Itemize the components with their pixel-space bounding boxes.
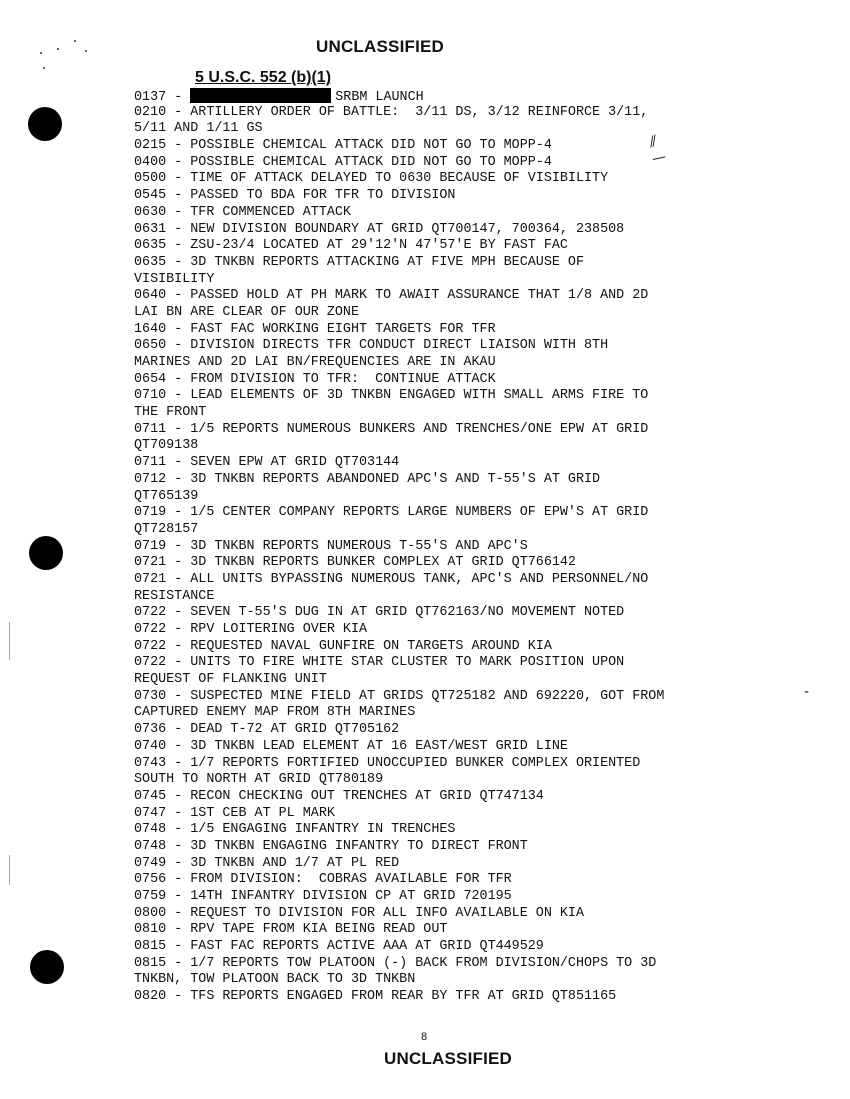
checkmark-icon: — (650, 148, 668, 168)
log-entry-line (134, 272, 824, 289)
log-entry-text: 0654 - FROM DIVISION TO TFR: CONTINUE ATTACK (134, 371, 496, 387)
log-entry-text: 0815 - 1/7 REPORTS TOW PLATOON (-) BACK FROM DIVISION/CHOPS TO 3D (134, 955, 657, 971)
log-entry-line (134, 539, 824, 556)
log-entry-line (134, 806, 824, 823)
log-entry-line (134, 689, 824, 706)
log-entry-line (134, 105, 824, 122)
log-entry-line (134, 972, 824, 989)
log-entry-text: 0711 - SEVEN EPW AT GRID QT703144 (134, 455, 400, 471)
log-entry-line (134, 756, 824, 773)
log-entry-line (134, 705, 824, 722)
log-entry-line (134, 472, 824, 489)
page-number: 8 (421, 1031, 428, 1043)
log-entry-line (134, 939, 824, 956)
log-entry-line (134, 388, 824, 405)
log-entry-line (134, 589, 824, 606)
log-entry-text: 0722 - UNITS TO FIRE WHITE STAR CLUSTER TO MARK POSITION UPON (134, 655, 625, 671)
log-entry-text: 0635 - ZSU-23/4 LOCATED AT 29'12'N 47'57'E BY FAST FAC (134, 238, 568, 254)
log-entry-text: 0730 - SUSPECTED MINE FIELD AT GRIDS QT725182 AND 692220, GOT FROM (134, 688, 665, 704)
log-entry-text: 0740 - 3D TNKBN LEAD ELEMENT AT 16 EAST/WEST GRID LINE (134, 738, 568, 754)
log-entry-text: 0137 - (134, 90, 191, 105)
log-entry-text: 0810 - RPV TAPE FROM KIA BEING READ OUT (134, 922, 448, 938)
log-entry-text: 0820 - TFS REPORTS ENGAGED FROM REAR BY TFR AT GRID QT851165 (134, 989, 617, 1005)
log-entry-text: 0712 - 3D TNKBN REPORTS ABANDONED APC'S AND T-55'S AT GRID (134, 471, 601, 487)
log-entry-line (134, 438, 824, 455)
log-entry-text: 0500 - TIME OF ATTACK DELAYED TO 0630 BECAUSE OF VISIBILITY (134, 171, 609, 187)
log-entry-text: CAPTURED ENEMY MAP FROM 8TH MARINES (134, 705, 416, 721)
log-entry-line (134, 288, 824, 305)
log-entry-line (134, 856, 824, 873)
log-entry-line (134, 655, 824, 672)
log-entry-line (134, 88, 824, 105)
log-entry-line (134, 171, 824, 188)
log-entry-text: 0749 - 3D TNKBN AND 1/7 AT PL RED (134, 855, 400, 871)
log-entry-text: 0650 - DIVISION DIRECTS TFR CONDUCT DIRECT LIAISON WITH 8TH (134, 338, 609, 354)
log-entry-line (134, 605, 824, 622)
punch-hole (29, 536, 63, 570)
log-entry-text: 0721 - ALL UNITS BYPASSING NUMEROUS TANK, APC'S AND PERSONNEL/NO (134, 571, 649, 587)
log-entry-text-after-redaction: SRBM LAUNCH (335, 90, 424, 105)
log-entry-line (134, 622, 824, 639)
log-entry-line (134, 572, 824, 589)
log-entry-text: 0722 - RPV LOITERING OVER KIA (134, 622, 368, 637)
log-entry-text: 0815 - FAST FAC REPORTS ACTIVE AAA AT GRID QT449529 (134, 939, 544, 955)
log-entry-line (134, 222, 824, 239)
log-entry-text: 0756 - FROM DIVISION: COBRAS AVAILABLE FOR TFR (134, 872, 512, 888)
log-entry-text: 0743 - 1/7 REPORTS FORTIFIED UNOCCUPIED BUNKER COMPLEX ORIENTED (134, 755, 641, 771)
log-entry-line (134, 372, 824, 389)
log-entry-text: 0747 - 1ST CEB AT PL MARK (134, 805, 335, 821)
log-entry-text: 0759 - 14TH INFANTRY DIVISION CP AT GRID 720195 (134, 889, 512, 904)
log-entry-text: 0400 - POSSIBLE CHEMICAL ATTACK DID NOT GO TO MOPP-4 (134, 154, 552, 170)
log-entry-line (134, 772, 824, 789)
log-entry-line (134, 422, 824, 439)
log-entry-text: 0722 - SEVEN T-55'S DUG IN AT GRID QT762163/NO MOVEMENT NOTED (134, 605, 625, 621)
log-entry-text: 0545 - PASSED TO BDA FOR TFR TO DIVISION (134, 188, 456, 204)
log-entry-line (134, 822, 824, 839)
log-entry-text: THE FRONT (134, 405, 207, 421)
log-entry-text: 0719 - 3D TNKBN REPORTS NUMEROUS T-55'S AND APC'S (134, 538, 528, 554)
scan-speck (40, 52, 42, 54)
log-entry-text: 0635 - 3D TNKBN REPORTS ATTACKING AT FIVE MPH BECAUSE OF (134, 254, 584, 270)
log-entry-line (134, 789, 824, 806)
log-entry-text: 0215 - POSSIBLE CHEMICAL ATTACK DID NOT GO TO MOPP-4 (134, 138, 552, 154)
log-entry-line (134, 739, 824, 756)
log-entry-line (134, 872, 824, 889)
log-entry-text: 0640 - PASSED HOLD AT PH MARK TO AWAIT ASSURANCE THAT 1/8 AND 2D (134, 288, 649, 304)
log-entry-text: 0710 - LEAD ELEMENTS OF 3D TNKBN ENGAGED WITH SMALL ARMS FIRE TO (134, 388, 649, 404)
log-entry-line (134, 322, 824, 339)
scan-speck (43, 67, 45, 69)
log-entry-line (134, 155, 824, 172)
log-entry-line (134, 121, 824, 138)
log-entry-text: VISIBILITY (134, 271, 215, 287)
event-log (134, 88, 824, 1006)
pen-mark-icon: - (804, 684, 810, 700)
classification-header: UNCLASSIFIED (316, 37, 445, 56)
log-entry-text: SOUTH TO NORTH AT GRID QT780189 (134, 772, 384, 788)
scan-edge-mark (9, 622, 10, 660)
log-entry-line (134, 956, 824, 973)
log-entry-text: RESISTANCE (134, 588, 215, 604)
log-entry-text: TNKBN, TOW PLATOON BACK TO 3D TNKBN (134, 972, 416, 988)
classification-footer: UNCLASSIFIED (384, 1049, 513, 1068)
log-entry-text: 0722 - REQUESTED NAVAL GUNFIRE ON TARGETS AROUND KIA (134, 638, 552, 654)
foia-exemption-stamp: 5 U.S.C. 552 (b)(1) (195, 69, 332, 86)
log-entry-line (134, 238, 824, 255)
log-entry-line (134, 839, 824, 856)
log-entry-text: 0631 - NEW DIVISION BOUNDARY AT GRID QT700147, 700364, 238508 (134, 221, 625, 237)
log-entry-text: 5/11 AND 1/11 GS (134, 121, 263, 137)
log-entry-text: 0748 - 1/5 ENGAGING INFANTRY IN TRENCHES (134, 822, 456, 838)
log-entry-line (134, 455, 824, 472)
log-entry-line (134, 922, 824, 939)
log-entry-line (134, 555, 824, 572)
log-entry-line (134, 405, 824, 422)
log-entry-line (134, 188, 824, 205)
log-entry-line (134, 355, 824, 372)
log-entry-text: 0800 - REQUEST TO DIVISION FOR ALL INFO AVAILABLE ON KIA (134, 905, 584, 921)
log-entry-text: 0736 - DEAD T-72 AT GRID QT705162 (134, 722, 400, 738)
log-entry-text: 0721 - 3D TNKBN REPORTS BUNKER COMPLEX AT GRID QT766142 (134, 555, 576, 571)
log-entry-line (134, 722, 824, 739)
log-entry-line (134, 489, 824, 506)
log-entry-line (134, 138, 824, 155)
log-entry-text: 0719 - 1/5 CENTER COMPANY REPORTS LARGE NUMBERS OF EPW'S AT GRID (134, 505, 649, 521)
log-entry-text: 0745 - RECON CHECKING OUT TRENCHES AT GRID QT747134 (134, 788, 544, 804)
scan-speck (85, 50, 87, 52)
punch-hole (30, 950, 64, 984)
log-entry-text: QT728157 (134, 521, 199, 537)
log-entry-text: QT709138 (134, 438, 199, 454)
scan-speck (57, 48, 59, 50)
checkmark-icon: ⁄⁄ (648, 133, 659, 151)
log-entry-line (134, 505, 824, 522)
log-entry-line (134, 255, 824, 272)
log-entry-text: 0210 - ARTILLERY ORDER OF BATTLE: 3/11 DS, 3/12 REINFORCE 3/11, (134, 104, 649, 120)
log-entry-line (134, 989, 824, 1006)
log-entry-text: 0630 - TFR COMMENCED ATTACK (134, 204, 351, 220)
log-entry-text: LAI BN ARE CLEAR OF OUR ZONE (134, 304, 359, 320)
redaction-block (190, 88, 331, 103)
log-entry-text: QT765139 (134, 488, 199, 504)
log-entry-line (134, 906, 824, 923)
log-entry-line (134, 205, 824, 222)
log-entry-line (134, 522, 824, 539)
punch-hole (28, 107, 62, 141)
log-entry-line (134, 639, 824, 656)
log-entry-line (134, 672, 824, 689)
scan-edge-mark (9, 855, 10, 885)
log-entry-line (134, 305, 824, 322)
log-entry-text: 0711 - 1/5 REPORTS NUMEROUS BUNKERS AND TRENCHES/ONE EPW AT GRID (134, 421, 649, 437)
log-entry-text: REQUEST OF FLANKING UNIT (134, 672, 327, 688)
scan-speck (74, 40, 76, 42)
log-entry-line (134, 889, 824, 906)
log-entry-text: 0748 - 3D TNKBN ENGAGING INFANTRY TO DIRECT FRONT (134, 838, 528, 854)
log-entry-text: 1640 - FAST FAC WORKING EIGHT TARGETS FOR TFR (134, 321, 496, 337)
log-entry-line (134, 338, 824, 355)
log-entry-text: MARINES AND 2D LAI BN/FREQUENCIES ARE IN AKAU (134, 355, 496, 370)
